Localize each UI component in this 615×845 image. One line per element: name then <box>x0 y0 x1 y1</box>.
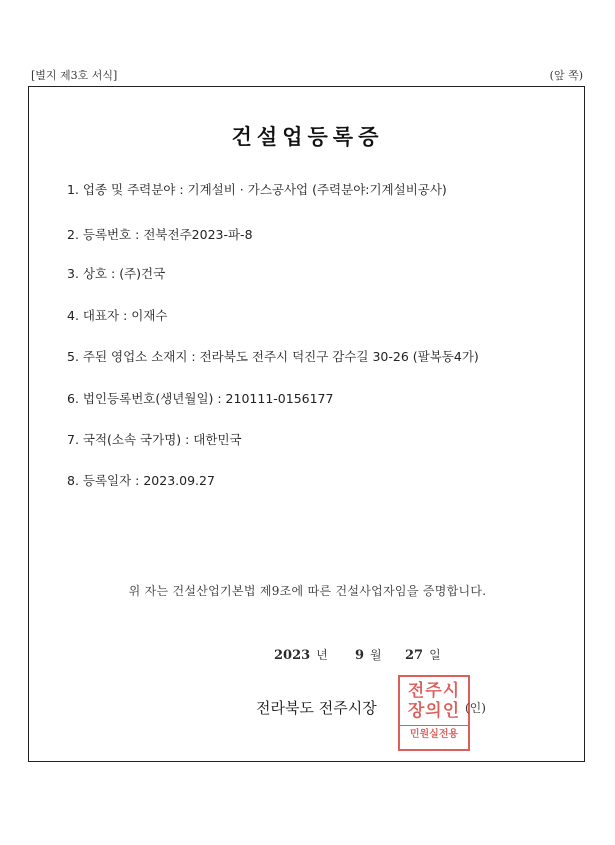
seal-line-1: 전주시 <box>407 681 461 701</box>
item-office-address: 5. 주된 영업소 소재지 : 전라북도 전주시 덕진구 감수길 30-26 (팔복동4가) <box>67 349 479 364</box>
date-year <box>274 646 328 663</box>
item-representative: 4. 대표자 : 이재수 <box>67 308 168 323</box>
certification-statement: 위 자는 건설산업기본법 제9조에 따른 건설사업자임을 증명합니다. <box>128 584 487 598</box>
date-month-unit: 월 <box>370 648 382 662</box>
seal-line-3: 민원실전용 <box>400 725 468 742</box>
date-month-value: 9 <box>355 648 365 663</box>
seal-line-2: 장의인 <box>407 701 461 721</box>
item-business-type: 1. 업종 및 주력분야 : 기계설비 · 가스공사업 (주력분야:기계설비공사) <box>67 182 447 197</box>
date-year-value: 2023 <box>274 648 311 663</box>
document-title: 건설업등록증 <box>231 125 384 149</box>
date-day-unit: 일 <box>429 648 441 662</box>
date-month <box>355 646 382 663</box>
item-nationality: 7. 국적(소속 국가명) : 대한민국 <box>67 432 242 447</box>
item-registration-date: 8. 등록일자 : 2023.09.27 <box>67 473 215 488</box>
item-company-name: 3. 상호 : (주)건국 <box>67 266 166 281</box>
page-side-label: (앞 쪽) <box>549 69 583 82</box>
item-registration-number: 2. 등록번호 : 전북전주2023-파-8 <box>67 227 253 242</box>
date-day-value: 27 <box>405 648 424 663</box>
form-number: [별지 제3호 서식] <box>31 69 118 82</box>
date-day <box>405 646 441 663</box>
item-corporate-number: 6. 법인등록번호(생년월일) : 210111-0156177 <box>67 391 334 406</box>
official-seal-stamp <box>398 675 470 751</box>
date-year-unit: 년 <box>316 648 328 662</box>
issuer-name: 전라북도 전주시장 <box>256 699 377 717</box>
seal-mark: (인) <box>465 701 486 715</box>
